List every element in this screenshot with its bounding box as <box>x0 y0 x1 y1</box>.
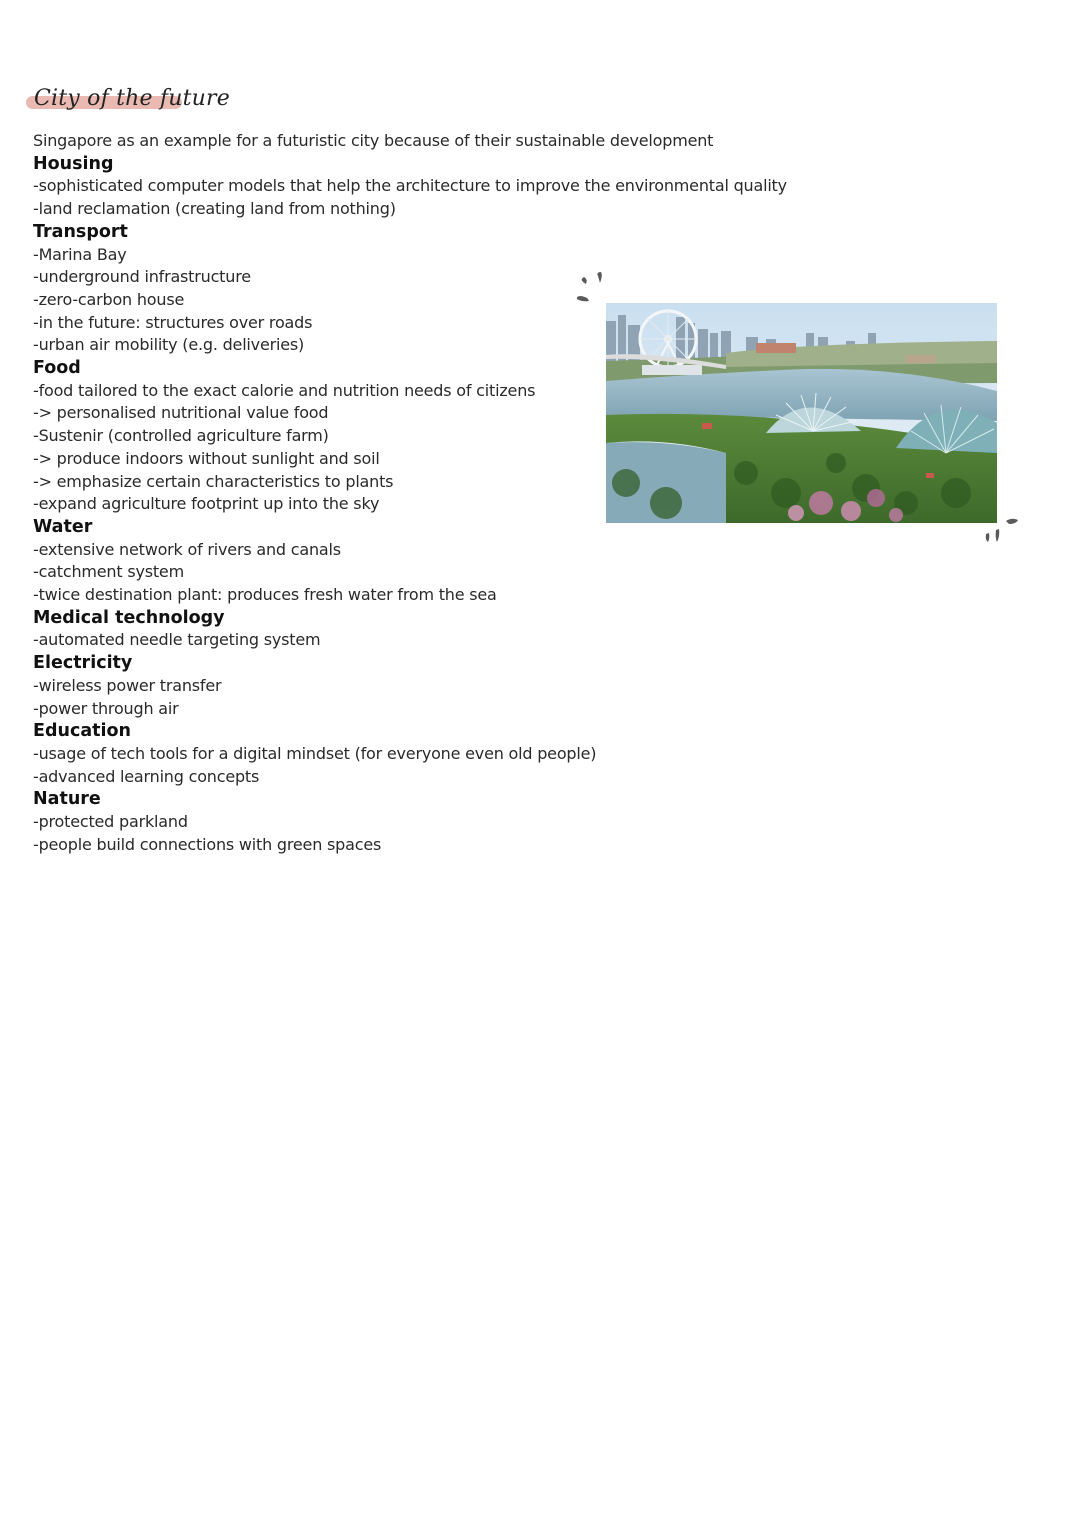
bullet-line: -land reclamation (creating land from nothing) <box>33 199 396 219</box>
bullet-line: -protected parkland <box>33 812 188 832</box>
sparkle-marks-top-left-icon <box>574 270 614 306</box>
section-heading: Electricity <box>33 653 133 674</box>
bullet-line: -Marina Bay <box>33 244 127 264</box>
bullet-line: -usage of tech tools for a digital mindset (for everyone even old people) <box>33 743 597 763</box>
bullet-line: -catchment system <box>33 562 184 582</box>
bullet-line: -wireless power transfer <box>33 675 222 695</box>
bullet-line: -twice destination plant: produces fresh water from the sea <box>33 585 497 605</box>
section-electricity <box>33 652 753 720</box>
bullet-line: -people build connections with green spaces <box>33 834 382 854</box>
bullet-line: -zero-carbon house <box>33 289 185 309</box>
section-heading: Transport <box>33 221 128 242</box>
bullet-line: -> emphasize certain characteristics to plants <box>33 471 394 491</box>
section-education <box>33 720 753 788</box>
section-medical-technology <box>33 607 753 652</box>
bullet-line: -food tailored to the exact calorie and nutrition needs of citizens <box>33 380 536 400</box>
section-housing <box>33 153 787 221</box>
bullet-line: -sophisticated computer models that help the architecture to improve the environmental quality <box>33 176 787 196</box>
bullet-line: -> personalised nutritional value food <box>33 403 329 423</box>
singapore-city-photo <box>606 303 997 523</box>
bullet-line: -advanced learning concepts <box>33 766 260 786</box>
bullet-line: -power through air <box>33 698 179 718</box>
section-heading: Medical technology <box>33 607 225 628</box>
bullet-line: -automated needle targeting system <box>33 630 321 650</box>
section-heading: Nature <box>33 789 101 810</box>
bullet-line: -Sustenir (controlled agriculture farm) <box>33 426 329 446</box>
bullet-line: -expand agriculture footprint up into the sky <box>33 494 380 514</box>
bullet-line: -> produce indoors without sunlight and soil <box>33 448 380 468</box>
page-title: City of the future <box>34 86 230 111</box>
section-heading: Housing <box>33 153 114 174</box>
page-title-block <box>26 84 230 120</box>
section-heading: Education <box>33 721 131 742</box>
section-water <box>33 516 753 607</box>
intro-text: Singapore as an example for a futuristic city because of their sustainable development <box>33 131 714 150</box>
bullet-line: -extensive network of rivers and canals <box>33 539 341 559</box>
bullet-line: -in the future: structures over roads <box>33 312 313 332</box>
bullet-line: -underground infrastructure <box>33 267 251 287</box>
bullet-line: -urban air mobility (e.g. deliveries) <box>33 335 305 355</box>
section-nature <box>33 788 753 856</box>
section-heading: Water <box>33 516 93 537</box>
section-heading: Food <box>33 358 81 379</box>
